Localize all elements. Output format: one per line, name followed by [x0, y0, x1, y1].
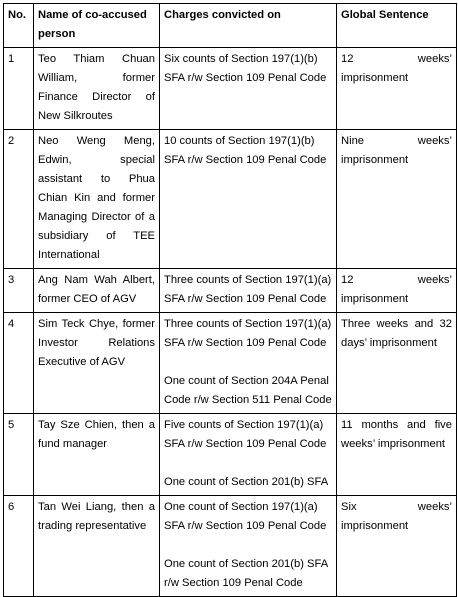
charges-cell	[160, 414, 337, 496]
paragraph-gap	[164, 353, 332, 372]
table-row	[4, 313, 457, 414]
table-row	[4, 130, 457, 269]
charge-text: Three counts of Section 197(1)(a) SFA r/w Section 109 Penal Code	[164, 318, 332, 349]
co-accused-table	[3, 3, 457, 597]
charge-text: Three counts of Section 197(1)(a) SFA r/w Section 109 Penal Code	[164, 274, 332, 305]
header-no: No.	[4, 4, 34, 48]
charge-text: One count of Section 201(b) SFA	[164, 476, 329, 488]
charges-cell	[160, 269, 337, 313]
header-charges: Charges convicted on	[160, 4, 337, 48]
charges-cell	[160, 48, 337, 130]
sentence-text: Six weeks’ imprisonment	[337, 496, 457, 597]
paragraph-gap	[164, 454, 332, 473]
accused-name: Tay Sze Chien, then a fund manager	[34, 414, 160, 496]
table-row	[4, 414, 457, 496]
accused-name: Neo Weng Meng, Edwin, special assistant to Phua Chian Kin and former Managing Director of a subsidiary of TEE International	[34, 130, 160, 269]
accused-name: Tan Wei Liang, then a trading representative	[34, 496, 160, 597]
charges-cell	[160, 130, 337, 269]
row-number: 1	[4, 48, 34, 130]
sentence-text: Three weeks and 32 days’ imprisonment	[337, 313, 457, 414]
paragraph-gap	[164, 536, 332, 555]
charge-text: One count of Section 197(1)(a) SFA r/w Section 109 Penal Code	[164, 501, 327, 532]
charge-text: One count of Section 204A Penal Code r/w Section 511 Penal Code	[164, 375, 332, 406]
charge-text: Six counts of Section 197(1)(b) SFA r/w Section 109 Penal Code	[164, 53, 327, 84]
charges-cell	[160, 496, 337, 597]
row-number: 2	[4, 130, 34, 269]
accused-name: Teo Thiam Chuan William, former Finance Director of New Silkroutes	[34, 48, 160, 130]
sentence-text: 11 months and five weeks’ imprisonment	[337, 414, 457, 496]
table-row	[4, 269, 457, 313]
sentence-text: 12 weeks’ imprisonment	[337, 48, 457, 130]
accused-name: Ang Nam Wah Albert, former CEO of AGV	[34, 269, 160, 313]
charge-text: Five counts of Section 197(1)(a) SFA r/w Section 109 Penal Code	[164, 419, 327, 450]
charges-cell	[160, 313, 337, 414]
row-number: 6	[4, 496, 34, 597]
table-header-row	[4, 4, 457, 48]
accused-name: Sim Teck Chye, former Investor Relations Executive of AGV	[34, 313, 160, 414]
row-number: 5	[4, 414, 34, 496]
table-row	[4, 496, 457, 597]
header-name: Name of co-accused person	[34, 4, 160, 48]
row-number: 3	[4, 269, 34, 313]
header-sentence: Global Sentence	[337, 4, 457, 48]
row-number: 4	[4, 313, 34, 414]
charge-text: 10 counts of Section 197(1)(b) SFA r/w Section 109 Penal Code	[164, 135, 327, 166]
table-row	[4, 48, 457, 130]
sentence-text: 12 weeks’ imprisonment	[337, 269, 457, 313]
sentence-text: Nine weeks’ imprisonment	[337, 130, 457, 269]
charge-text: One count of Section 201(b) SFA r/w Section 109 Penal Code	[164, 558, 328, 589]
